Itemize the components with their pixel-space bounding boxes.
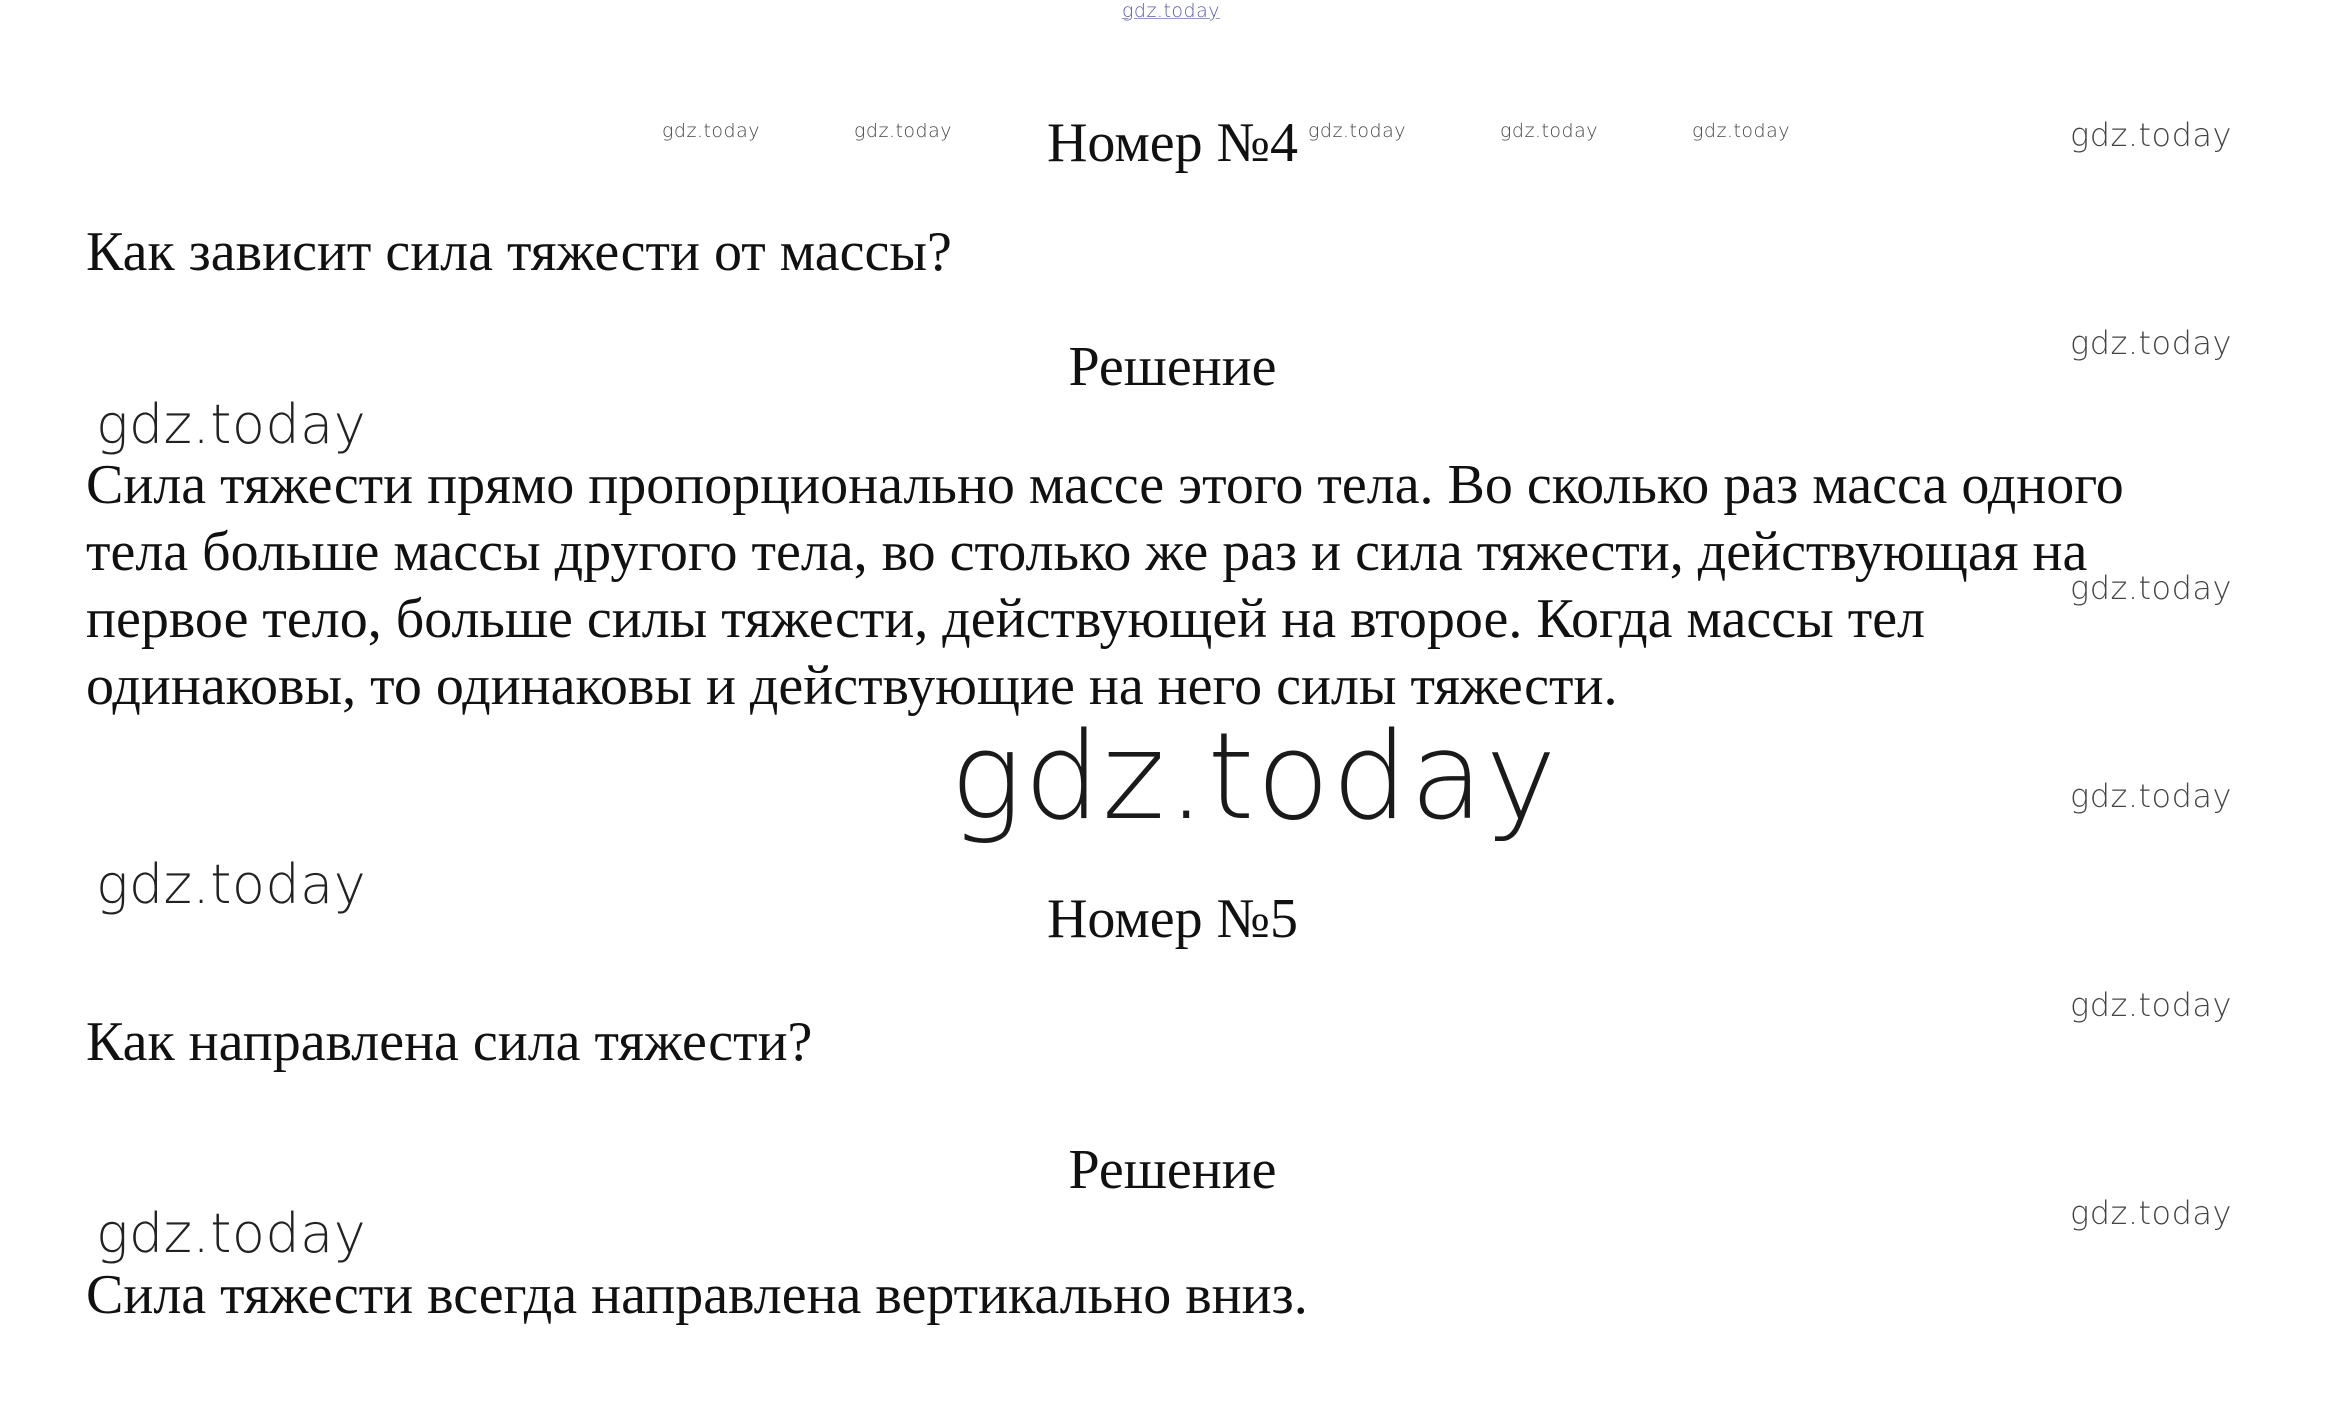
task-5-question: Как направлена сила тяжести? [86, 1011, 813, 1073]
watermark-right-6: gdz.today [2070, 1194, 2232, 1232]
watermark-row-3: gdz.today [1308, 120, 1406, 142]
task-4-answer [86, 452, 2124, 720]
watermark-top: gdz.today [1122, 0, 1220, 22]
watermark-right-4: gdz.today [2070, 777, 2232, 815]
task-5-answer [86, 1262, 1308, 1329]
task-5-title: Номер №5 [1046, 888, 1299, 950]
watermark-left-1: gdz.today [96, 393, 367, 456]
task-5-answer-line: Сила тяжести всегда направлена вертикально вниз. [86, 1264, 1308, 1326]
watermark-left-3: gdz.today [96, 1202, 367, 1265]
task-4-answer-line: тела больше массы другого тела, во столько же раз и сила тяжести, действующая на [86, 521, 2088, 583]
watermark-right-1: gdz.today [2070, 116, 2232, 154]
watermark-row-1: gdz.today [662, 120, 760, 142]
watermark-row-4: gdz.today [1500, 120, 1598, 142]
task-4-solution-heading: Решение [1068, 336, 1277, 398]
task-4-answer-line: Сила тяжести прямо пропорционально массе этого тела. Во сколько раз масса одного [86, 454, 2124, 516]
task-4-answer-line: одинаковы, то одинаковы и действующие на него силы тяжести. [86, 655, 1618, 717]
watermark-right-3: gdz.today [2070, 569, 2232, 607]
task-4-question: Как зависит сила тяжести от массы? [86, 221, 952, 283]
task-4-title: Номер №4 [1046, 112, 1299, 174]
task-5-solution-heading: Решение [1068, 1139, 1277, 1201]
task-4-answer-line: первое тело, больше силы тяжести, действующей на второе. Когда массы тел [86, 588, 1926, 650]
watermark-right-2: gdz.today [2070, 324, 2232, 362]
watermark-right-5: gdz.today [2070, 986, 2232, 1024]
watermark-large: gdz.today [950, 708, 1559, 847]
watermark-row-2: gdz.today [854, 120, 952, 142]
watermark-left-2: gdz.today [96, 853, 367, 916]
watermark-row-5: gdz.today [1692, 120, 1790, 142]
